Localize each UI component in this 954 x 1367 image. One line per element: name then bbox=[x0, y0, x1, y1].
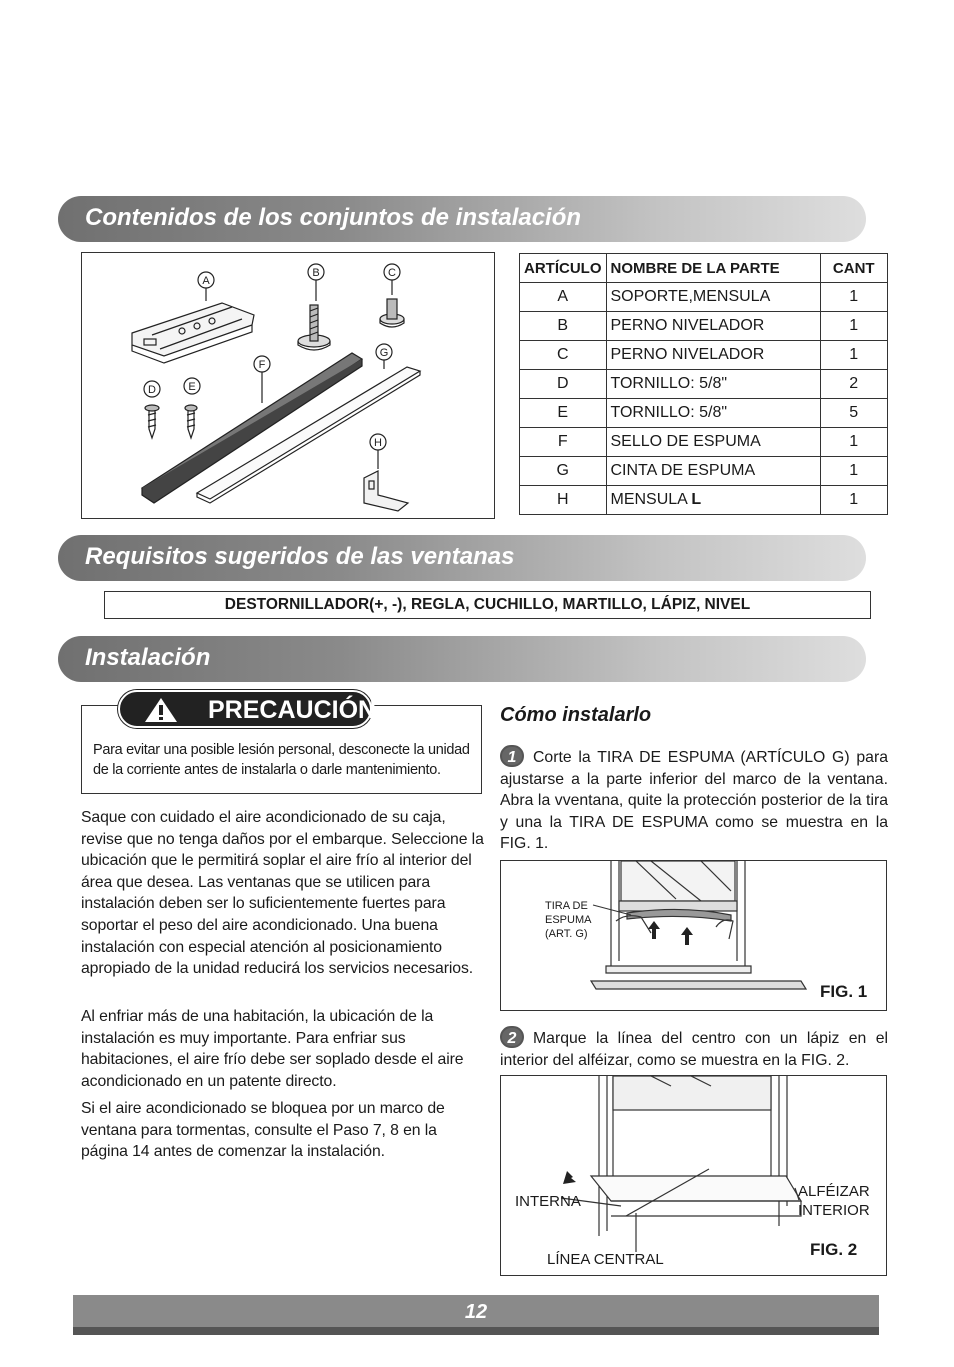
step-text: Marque la línea del centro con un lápiz en el interior del alféizar, como se muestra en la FIG. 2. bbox=[500, 1030, 888, 1069]
fig2-alfeizar-1: ALFÉIZAR bbox=[798, 1183, 870, 1200]
table-row bbox=[520, 370, 888, 399]
parts-drawing bbox=[82, 253, 496, 520]
fig1-label: FIG. 1 bbox=[820, 982, 868, 1001]
step-number: 2 bbox=[500, 1026, 524, 1048]
body-paragraph: Al enfriar más de una habitación, la ubicación de la instalación es muy importante. Para enfriar sus habitaciones, el aire frío debe ser soplado desde el aire acondicionado en un patente directo. bbox=[81, 1008, 464, 1090]
section-header-contents bbox=[58, 196, 866, 242]
section-header-requirements bbox=[58, 535, 866, 581]
col-header-item: ARTÍCULO bbox=[520, 254, 607, 283]
cell-item: E bbox=[520, 399, 607, 428]
table-row bbox=[520, 283, 888, 312]
step-text: Corte la TIRA DE ESPUMA (ARTÍCULO G) para ajustarse a la parte inferior del marco de la ventana. Abra la vventana, quite la protección posterior de la tira y una la TIRA DE ESPUMA como se muestra en la FIG. 1. bbox=[500, 749, 888, 852]
table-row bbox=[520, 312, 888, 341]
cell-name: TORNILLO: 5/8" bbox=[606, 370, 820, 399]
section-title: Instalación bbox=[85, 644, 211, 671]
body-paragraph: Saque con cuidado el aire acondicionado de su caja, revise que no tenga daños por el embarque. Seleccione la ubicación que le permitirá soplar el aire frío al interior del área que desea. Las ventanas que se utilicen para instalación deben ser lo suficientemente fuertes para soportar el peso del aire acondicionado. Una buena instalación con especial atención al posicionamiento apropiado de la unidad reducirá los servicios necesarios. bbox=[81, 809, 484, 978]
caution-badge bbox=[118, 690, 377, 728]
page-footer bbox=[73, 1295, 879, 1335]
caution-text: Para evitar una posible lesión personal, desconecte la unidad de la corriente antes de instalarla o darle mantenimiento. bbox=[93, 742, 470, 778]
fig2-interna: INTERNA bbox=[515, 1193, 581, 1210]
cell-qty: 1 bbox=[820, 341, 888, 370]
table-row bbox=[520, 457, 888, 486]
cell-name-text: MENSULA bbox=[610, 491, 692, 508]
cell-qty: 1 bbox=[820, 457, 888, 486]
cell-item: F bbox=[520, 428, 607, 457]
cell-item: B bbox=[520, 312, 607, 341]
cell-name: SELLO DE ESPUMA bbox=[606, 428, 820, 457]
cell-name: PERNO NIVELADOR bbox=[606, 312, 820, 341]
figure-2 bbox=[500, 1075, 887, 1276]
col-header-name: NOMBRE DE LA PARTE bbox=[606, 254, 820, 283]
cell-name-bold: L bbox=[691, 491, 702, 508]
cell-item: G bbox=[520, 457, 607, 486]
cell-qty: 1 bbox=[820, 283, 888, 312]
label-e: E bbox=[188, 381, 196, 393]
body-paragraph: Si el aire acondicionado se bloquea por un marco de ventana para tormentas, consulte el Paso 7, 8 en la página 14 antes de comenzar la instalación. bbox=[81, 1100, 445, 1161]
step-number: 1 bbox=[500, 745, 524, 767]
caution-title: PRECAUCIÓN bbox=[208, 696, 377, 724]
table-row bbox=[520, 486, 888, 515]
cell-item: D bbox=[520, 370, 607, 399]
page-number: 12 bbox=[464, 1301, 488, 1323]
table-row bbox=[520, 341, 888, 370]
parts-table bbox=[519, 253, 888, 515]
cell-qty: 1 bbox=[820, 428, 888, 457]
how-to-title: Cómo instalarlo bbox=[500, 704, 652, 726]
fig2-linea-central: LÍNEA CENTRAL bbox=[547, 1251, 664, 1268]
label-g: G bbox=[379, 347, 389, 359]
step-1 bbox=[500, 745, 888, 855]
cell-name: PERNO NIVELADOR bbox=[606, 341, 820, 370]
section-header-installation bbox=[58, 636, 866, 682]
table-row bbox=[520, 428, 888, 457]
fig1-callout-line: TIRA DE bbox=[545, 900, 588, 912]
cell-qty: 5 bbox=[820, 399, 888, 428]
label-b: B bbox=[312, 267, 320, 279]
cell-item: H bbox=[520, 486, 607, 515]
fig1-callout-line: ESPUMA bbox=[545, 914, 592, 926]
warning-icon bbox=[144, 697, 178, 723]
parts-illustration bbox=[81, 252, 495, 519]
figure-1 bbox=[500, 860, 887, 1011]
cell-qty: 1 bbox=[820, 486, 888, 515]
step-2 bbox=[500, 1026, 888, 1071]
cell-name: SOPORTE,MENSULA bbox=[606, 283, 820, 312]
cell-qty: 2 bbox=[820, 370, 888, 399]
cell-qty: 1 bbox=[820, 312, 888, 341]
cell-name: CINTA DE ESPUMA bbox=[606, 457, 820, 486]
label-a: A bbox=[202, 275, 210, 287]
label-h: H bbox=[374, 437, 382, 449]
table-row bbox=[520, 399, 888, 428]
col-header-qty: CANT bbox=[820, 254, 888, 283]
label-c: C bbox=[388, 267, 396, 279]
cell-name bbox=[606, 486, 820, 515]
tools-list: DESTORNILLADOR(+, -), REGLA, CUCHILLO, MARTILLO, LÁPIZ, NIVEL bbox=[104, 591, 871, 619]
cell-item: A bbox=[520, 283, 607, 312]
cell-item: C bbox=[520, 341, 607, 370]
section-title: Contenidos de los conjuntos de instalación bbox=[85, 204, 582, 231]
table-header-row bbox=[520, 254, 888, 283]
fig2-label: FIG. 2 bbox=[810, 1240, 858, 1259]
fig1-callout-line: (ART. G) bbox=[545, 928, 588, 940]
section-title: Requisitos sugeridos de las ventanas bbox=[85, 543, 515, 570]
label-d: D bbox=[148, 384, 156, 396]
fig1-callout bbox=[545, 899, 591, 941]
fig2-alfeizar-2: INTERIOR bbox=[798, 1202, 870, 1219]
cell-name: TORNILLO: 5/8" bbox=[606, 399, 820, 428]
label-f: F bbox=[258, 359, 266, 371]
